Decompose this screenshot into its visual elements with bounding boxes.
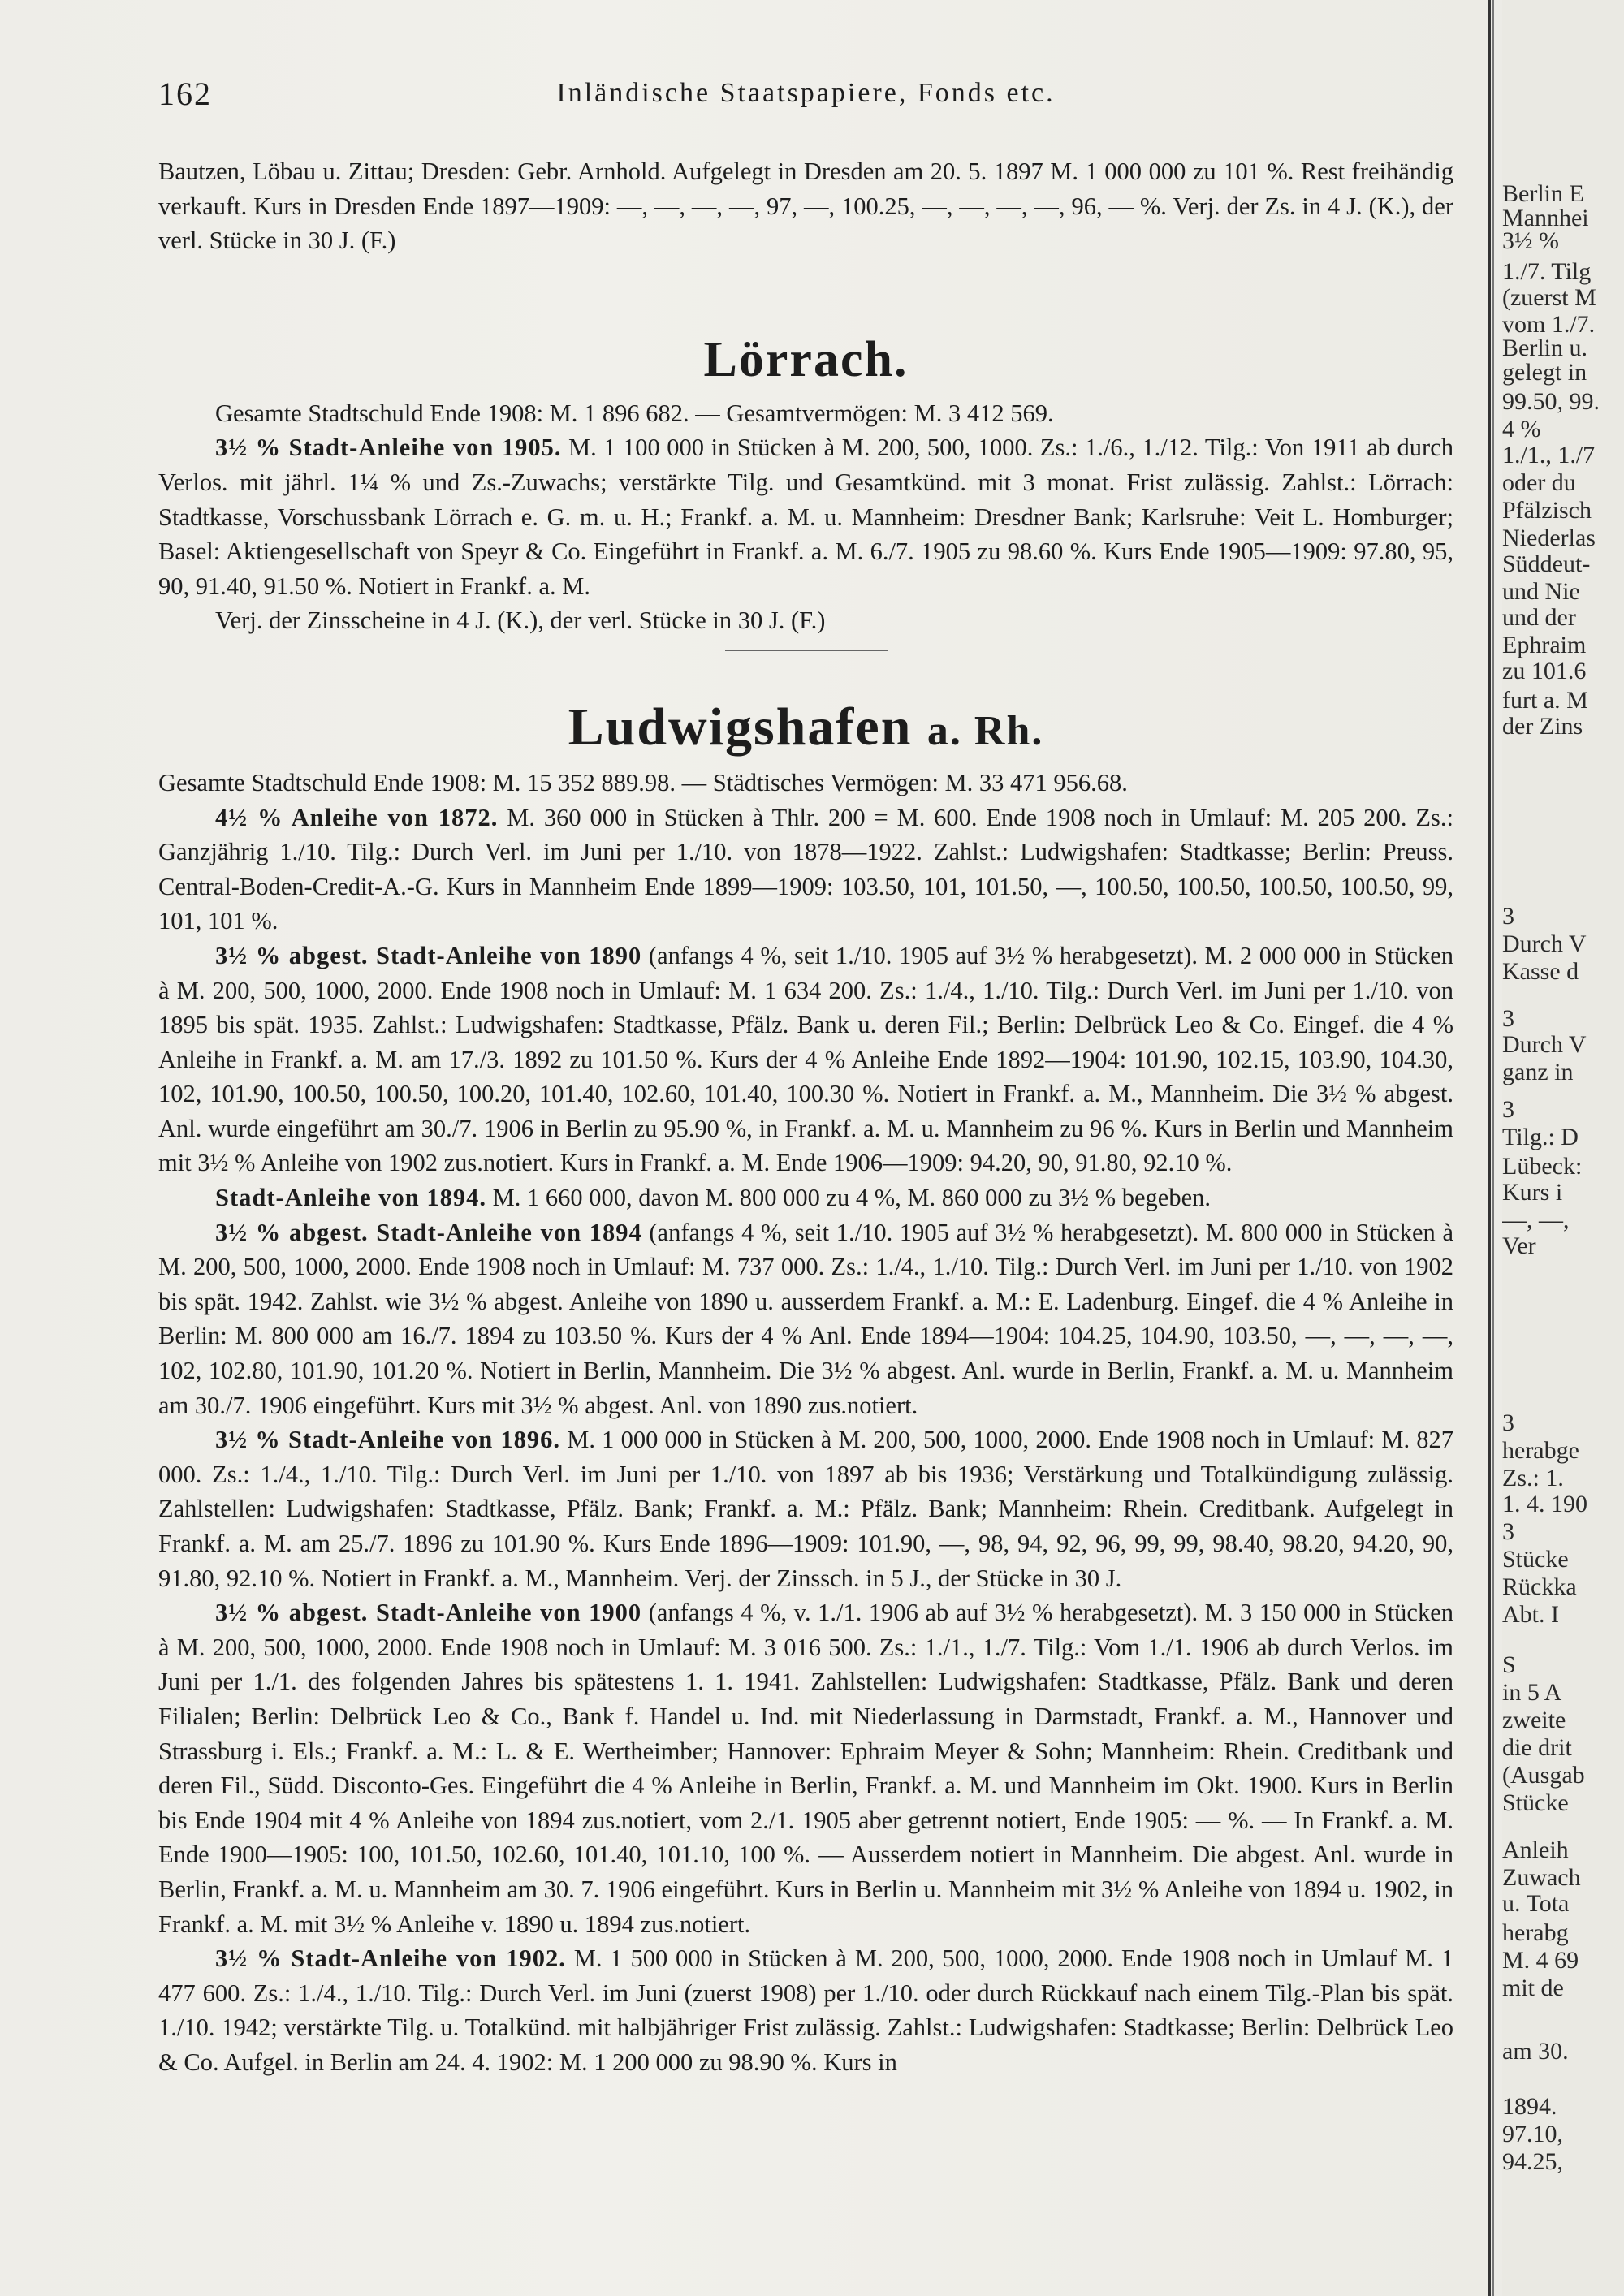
- adjacent-page-fragment: 3: [1502, 1518, 1514, 1545]
- entry-lead: 3½ % abgest. Stadt-Anleihe von 1894: [215, 1218, 642, 1246]
- adjacent-page-fragment: 3: [1502, 903, 1514, 930]
- text-column: [158, 154, 1453, 2080]
- adjacent-page-fragment: Berlin u.: [1502, 334, 1587, 361]
- adjacent-page-fragment: 1894.: [1502, 2093, 1557, 2120]
- page-number: 162: [158, 76, 212, 112]
- adjacent-page-fragment: Ephraim: [1502, 632, 1587, 658]
- adjacent-page-fragment: vom 1./7.: [1502, 311, 1596, 338]
- running-head: Inländische Staatspapiere, Fonds etc.: [556, 78, 1056, 108]
- city-heading-ludwigshafen: [158, 697, 1453, 762]
- adjacent-page-strip: [1502, 0, 1624, 2296]
- adjacent-page-fragment: herabge: [1502, 1437, 1579, 1464]
- city-suffix: a. Rh.: [926, 707, 1044, 754]
- adjacent-page-fragment: u. Tota: [1502, 1890, 1570, 1917]
- entry-lead: 3½ % Stadt-Anleihe von 1896.: [215, 1426, 561, 1454]
- section-divider: [725, 650, 888, 651]
- city-heading-loerrach: Lörrach.: [703, 331, 909, 387]
- entry-text: (anfangs 4 %, seit 1./10. 1905 auf 3½ % herabgesetzt). M. 2 000 000 in Stücken à M. 200, 500, 1000, 2000. Ende 1908 noch in Umlauf: M. 1 634 200. Zs.: 1./4., 1./10. Tilg.: Durch Verl. im Juni per 1./10. von 1895 bis spät. 1935. Zahlst.: Ludwigshafen: Stadtkasse, Pfälz. Bank u. deren Fil.; Berlin: Delbrück Leo & Co. Eingef. die 4 % Anleihe in Frankf. a. M. am 17./3. 1892 zu 101.50 %. Kurs der 4 % Anleihe Ende 1892—1904: 101.90, 102.15, 103.90, 104.30, 102, 101.90, 100.50, 100.50, 100.20, 101.40, 102.60, 101.40, 100.30 %. Notiert in Frankf. a. M., Mannheim. Die 3½ % abgest. Anl. wurde eingeführt am 30./7. 1906 in Berlin zu 95.90 %, in Frankf. a. M. u. Mannheim zu 96 %. Kurs in Berlin und Mannheim mit 3½ % Anleihe von 1902 zus.notiert. Kurs in Frankf. a. M. Ende 1906—1909: 94.20, 90, 91.80, 92.10 %.: [158, 941, 1454, 1177]
- entry-text: (anfangs 4 %, v. 1./1. 1906 ab auf 3½ % herabgesetzt). M. 3 150 000 in Stücken à M. 200, 500, 1000, 2000. Ende 1908 noch in Umlauf: M. 3 016 500. Zs.: 1./1., 1./7. Tilg.: Vom 1./1. 1906 ab durch Verlos. im Juni per 1./1. des folgenden Jahres bis spätestens 1. 1. 1941. Zahlstellen: Ludwigshafen: Stadtkasse, Pfälz. Bank und deren Filialen; Berlin: Delbrück Leo & Co., Bank f. Handel u. Ind. mit Niederlassung in Darmstadt, Frankf. a. M., Hannover und Strassburg i. Els.; Frankf. a. M.: L. & E. Wertheimber; Hannover: Ephraim Meyer & Sohn; Mannheim: Rhein. Creditbank und deren Fil., Südd. Disconto-Ges. Eingeführt die 4 % Anleihe in Berlin, Frankf. a. M. und Mannheim im Okt. 1900. Kurs in Berlin bis Ende 1904 mit 4 % Anleihe von 1894 zus.notiert, vom 2./1. 1905 aber getrennt notiert, Ende 1905: — %. — In Frankf. a. M. Ende 1900—1905: 100, 101.50, 102.60, 101.40, 101.10, 100 %. — Ausserdem notiert in Mannheim. Die abgest. Anl. wurde in Berlin, Frankf. a. M. u. Mannheim am 30. 7. 1906 eingeführt. Kurs in Berlin u. Mannheim mit 3½ % Anleihe von 1894 u. 1902, in Frankf. a. M. mit 3½ % Anleihe v. 1890 u. 1894 zus.notiert.: [158, 1599, 1454, 1938]
- adjacent-page-fragment: furt a. M: [1502, 687, 1588, 714]
- adjacent-page-fragment: 3: [1502, 1005, 1514, 1032]
- entry-text: M. 360 000 in Stücken à Thlr. 200 = M. 600. Ende 1908 noch in Umlauf: M. 205 200. Zs.: Ganzjährig 1./10. Tilg.: Durch Verl. im Juni per 1./10. von 1878—1922. Zahlst.: Ludwigshafen: Stadtkasse; Berlin: Preuss. Central-Boden-Credit-A.-G. Kurs in Mannheim Ende 1899—1909: 103.50, 101, 101.50, —, 100.50, 100.50, 100.50, 100.50, 99, 101, 101 %.: [158, 803, 1454, 935]
- adjacent-page-fragment: 3: [1502, 1096, 1514, 1123]
- adjacent-page-fragment: Durch V: [1502, 930, 1587, 957]
- loerrach-summary: Gesamte Stadtschuld Ende 1908: M. 1 896 682. — Gesamtvermögen: M. 3 412 569.: [215, 399, 1054, 427]
- adjacent-page-fragment: 1./7. Tilg: [1502, 258, 1592, 285]
- entry-text: M. 1 000 000 in Stücken à M. 200, 500, 1000, 2000. Ende 1908 noch in Umlauf: M. 827 000. Zs.: 1./4., 1./10. Tilg.: Durch Verl. im Juni per 1./10. von 1897 ab bis 1936; Verstärkung und Totalkündigung zulässig. Zahlstellen: Ludwigshafen: Stadtkasse, Pfälz. Bank; Frankf. a. M.: Pfälz. Bank; Mannheim: Rhein. Creditbank. Aufgelegt in Frankf. a. M. am 25./7. 1896 zu 101.90 %. Kurs Ende 1896—1909: 101.90, —, 98, 94, 92, 96, 99, 99, 98.40, 98.20, 94.20, 90, 91.80, 92.10 %. Notiert in Frankf. a. M., Mannheim. Verj. der Zinssch. in 5 J., der Stücke in 30 J.: [158, 1426, 1454, 1592]
- adjacent-page-fragment: Tilg.: D: [1502, 1124, 1579, 1150]
- adjacent-page-fragment: Pfälzisch: [1502, 497, 1592, 524]
- ludwigshafen-loan-1902: [158, 1941, 1453, 2079]
- bautzen-continuation: Bautzen, Löbau u. Zittau; Dresden: Gebr. Arnhold. Aufgelegt in Dresden am 20. 5. 1897 M. 1 000 000 zu 101 %. Rest freihändig verkauft. Kurs in Dresden Ende 1897—1909: —, —, —, —, 97, —, 100.25, —, —, —, —, 96, — %. Verj. der Zs. in 4 J. (K.), der verl. Stücke in 30 J. (F.): [158, 158, 1453, 255]
- entry-lead: 3½ % abgest. Stadt-Anleihe von 1890: [215, 941, 642, 969]
- entry-lead: Stadt-Anleihe von 1894.: [215, 1184, 486, 1212]
- adjacent-page-fragment: und der: [1502, 604, 1576, 631]
- ludwigshafen-loan-1896: [158, 1422, 1453, 1595]
- adjacent-page-fragment: 3: [1502, 1409, 1514, 1436]
- entry-lead: 3½ % Stadt-Anleihe von 1902.: [215, 1944, 566, 1973]
- loerrach-loan-1905: [158, 430, 1453, 603]
- adjacent-page-fragment: 3½ %: [1502, 227, 1559, 254]
- ludwigshafen-summary: Gesamte Stadtschuld Ende 1908: M. 15 352 889.98. — Städtisches Vermögen: M. 33 471 956.68.: [158, 768, 1128, 796]
- adjacent-page-fragment: M. 4 69: [1502, 1947, 1579, 1974]
- adjacent-page-fragment: Zs.: 1.: [1502, 1465, 1564, 1491]
- adjacent-page-fragment: Zuwach: [1502, 1864, 1581, 1891]
- adjacent-page-fragment: 4 %: [1502, 416, 1541, 442]
- adjacent-page-fragment: in 5 A: [1502, 1679, 1562, 1706]
- adjacent-page-fragment: S: [1502, 1651, 1516, 1678]
- adjacent-page-fragment: und Nie: [1502, 578, 1580, 605]
- city-name: Ludwigshafen: [568, 697, 913, 757]
- adjacent-page-fragment: Kasse d: [1502, 958, 1579, 985]
- adjacent-page-fragment: Kurs i: [1502, 1179, 1563, 1206]
- adjacent-page-fragment: gelegt in: [1502, 359, 1587, 386]
- adjacent-page-fragment: 97.10,: [1502, 2121, 1563, 2147]
- adjacent-page-fragment: am 30.: [1502, 2038, 1569, 2065]
- ludwigshafen-loan-1872: [158, 801, 1453, 939]
- adjacent-page-fragment: Stücke: [1502, 1546, 1569, 1573]
- binding-gutter: [1488, 0, 1491, 2296]
- entry-text: M. 1 100 000 in Stücken à M. 200, 500, 1000. Zs.: 1./6., 1./12. Tilg.: Von 1911 ab durch Verlos. mit jährl. 1¼ % und Zs.-Zuwachs; verstärkte Tilg. und Gesamtkünd. mit 3 monat. Frist zulässig. Zahlst.: Lörrach: Stadtkasse, Vorschussbank Lörrach e. G. m. u. H.; Frankf. a. M. u. Mannheim: Dresdner Bank; Karlsruhe: Veit L. Homburger; Basel: Aktiengesellschaft von Speyr & Co. Eingeführt in Frankf. a. M. 6./7. 1905 zu 98.60 %. Kurs Ende 1905—1909: 97.80, 95, 90, 91.40, 91.50 %. Notiert in Frankf. a. M.: [158, 434, 1453, 600]
- adjacent-page-fragment: Abt. I: [1502, 1601, 1559, 1628]
- adjacent-page-fragment: zu 101.6: [1502, 658, 1587, 684]
- adjacent-page-fragment: Anleih: [1502, 1836, 1569, 1863]
- adjacent-page-fragment: der Zins: [1502, 713, 1583, 740]
- adjacent-page-fragment: Niederlas: [1502, 524, 1596, 551]
- ludwigshafen-loan-1890: [158, 939, 1453, 1180]
- adjacent-page-fragment: Lübeck:: [1502, 1153, 1583, 1180]
- adjacent-page-fragment: —, —,: [1502, 1206, 1570, 1233]
- adjacent-page-fragment: 94.25,: [1502, 2148, 1563, 2175]
- adjacent-page-fragment: Ver: [1502, 1232, 1536, 1259]
- loerrach-verjaehrung: Verj. der Zinsscheine in 4 J. (K.), der verl. Stücke in 30 J. (F.): [215, 606, 826, 635]
- page-header: [158, 75, 1453, 115]
- ludwigshafen-loan-1894: [158, 1180, 1453, 1215]
- adjacent-page-fragment: 1. 4. 190: [1502, 1491, 1587, 1517]
- ludwigshafen-loan-1900: [158, 1595, 1453, 1941]
- adjacent-page-fragment: Stücke: [1502, 1789, 1569, 1816]
- adjacent-page-fragment: Durch V: [1502, 1031, 1587, 1058]
- binding-gutter-edge: [1492, 0, 1494, 2296]
- adjacent-page-fragment: oder du: [1502, 469, 1576, 496]
- adjacent-page-fragment: zweite: [1502, 1707, 1566, 1733]
- adjacent-page-fragment: 99.50, 99.: [1502, 388, 1600, 415]
- entry-text: M. 1 500 000 in Stücken à M. 200, 500, 1000, 2000. Ende 1908 noch in Umlauf M. 1 477 600. Zs.: 1./4., 1./10. Tilg.: Durch Verl. im Juni (zuerst 1908) per 1./10. oder durch Rückkauf nach einem Tilg.-Plan bis spät. 1./10. 1942; verstärkte Tilg. u. Totalkünd. mit halbjähriger Frist zulässig. Zahlst.: Ludwigshafen: Stadtkasse; Berlin: Delbrück Leo & Co. Aufgel. in Berlin am 24. 4. 1902: M. 1 200 000 zu 98.90 %. Kurs in: [158, 1944, 1453, 2076]
- adjacent-page-fragment: Süddeut-: [1502, 550, 1591, 577]
- adjacent-page-fragment: (zuerst M: [1502, 284, 1596, 311]
- adjacent-page-fragment: herabg: [1502, 1919, 1569, 1946]
- adjacent-page-fragment: ganz in: [1502, 1059, 1574, 1085]
- entry-lead: 4½ % Anleihe von 1872.: [215, 803, 499, 831]
- adjacent-page-fragment: (Ausgab: [1502, 1762, 1585, 1789]
- entry-lead: 3½ % Stadt-Anleihe von 1905.: [215, 434, 562, 462]
- adjacent-page-fragment: Berlin E: [1502, 180, 1584, 207]
- adjacent-page-fragment: die drit: [1502, 1734, 1572, 1761]
- adjacent-page-fragment: Rückka: [1502, 1573, 1577, 1600]
- entry-lead: 3½ % abgest. Stadt-Anleihe von 1900: [215, 1599, 642, 1627]
- adjacent-page-fragment: mit de: [1502, 1974, 1564, 2001]
- ludwigshafen-loan-1894-abgest: [158, 1215, 1453, 1423]
- adjacent-page-fragment: 1./1., 1./7: [1502, 442, 1596, 468]
- entry-text: M. 1 660 000, davon M. 800 000 zu 4 %, M. 860 000 zu 3½ % begeben.: [492, 1184, 1211, 1212]
- entry-text: (anfangs 4 %, seit 1./10. 1905 auf 3½ % herabgesetzt). M. 800 000 in Stücken à M. 200, 500, 1000, 2000. Ende 1908 noch in Umlauf: M. 737 000. Zs.: 1./4., 1./10. Tilg.: Durch Verl. im Juni per 1./10. von 1902 bis spät. 1942. Zahlst. wie 3½ % abgest. Anleihe von 1890 u. ausserdem Frankf. a. M.: E. Ladenburg. Eingef. die 4 % Anleihe in Berlin: M. 800 000 am 16./7. 1894 zu 103.50 %. Kurs der 4 % Anl. Ende 1894—1904: 104.25, 104.90, 103.50, —, —, —, —, 102, 102.80, 101.90, 101.20 %. Notiert in Berlin, Mannheim. Die 3½ % abgest. Anl. wurde in Berlin, Frankf. a. M. u. Mannheim am 30./7. 1906 eingeführt. Kurs mit 3½ % abgest. Anl. von 1890 zus.notiert.: [158, 1218, 1453, 1419]
- adjacent-page-fragment: Mannhei: [1502, 205, 1589, 231]
